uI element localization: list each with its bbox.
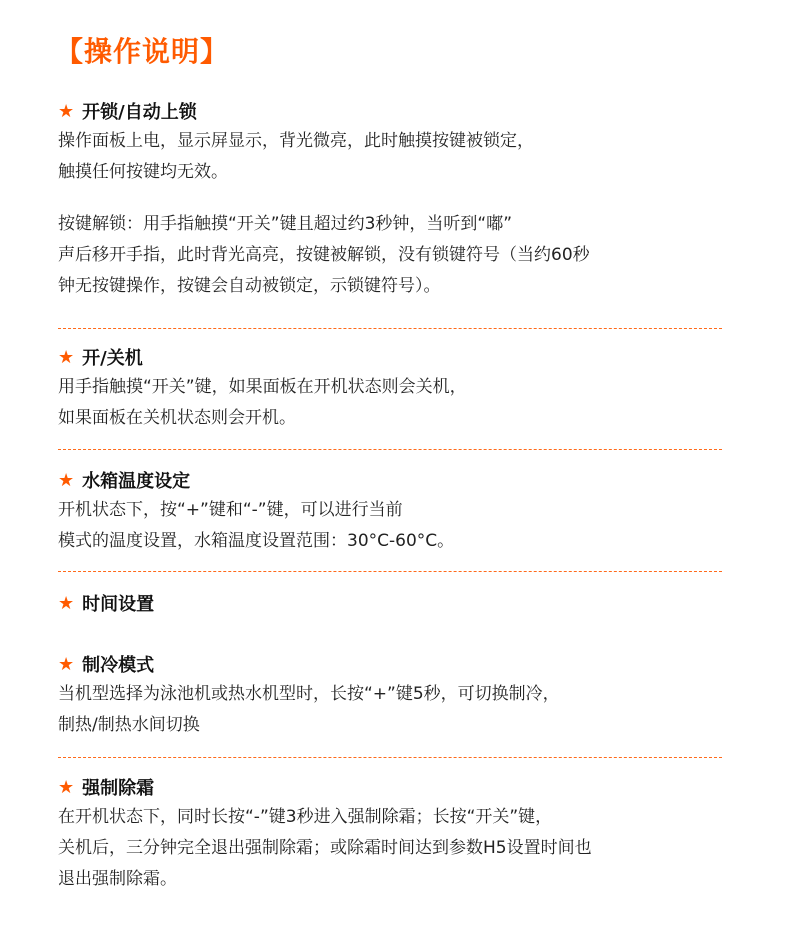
star-icon: ★ bbox=[58, 100, 75, 122]
section-cooling-mode bbox=[58, 649, 738, 741]
section-heading-text: 制冷模式 bbox=[82, 655, 155, 676]
body-line: 模式的温度设置，水箱温度设置范围：30°C-60°C。 bbox=[58, 531, 455, 551]
body-line: 如果面板在关机状态则会开机。 bbox=[58, 408, 296, 428]
dashed-divider bbox=[58, 571, 722, 572]
body-line: 当机型选择为泳池机或热水机型时，长按“+”键5秒，可切换制冷， bbox=[58, 684, 560, 704]
section-body bbox=[58, 372, 738, 434]
body-line: 按键解锁：用手指触摸“开关”键且超过约3秒钟，当听到“嘟” bbox=[58, 214, 513, 234]
section-time-setting bbox=[58, 588, 738, 618]
section-heading-text: 强制除霜 bbox=[82, 778, 155, 799]
body-line: 操作面板上电，显示屏显示，背光微亮，此时触摸按键被锁定， bbox=[58, 131, 534, 151]
body-line: 退出强制除霜。 bbox=[58, 869, 177, 889]
section-body bbox=[58, 495, 738, 557]
dashed-divider bbox=[58, 449, 722, 450]
section-heading bbox=[58, 96, 738, 126]
body-line: 触摸任何按键均无效。 bbox=[58, 162, 228, 182]
section-heading bbox=[58, 465, 738, 495]
section-forced-defrost bbox=[58, 772, 738, 895]
section-heading-text: 水箱温度设定 bbox=[82, 471, 191, 492]
star-icon: ★ bbox=[58, 469, 75, 491]
star-icon: ★ bbox=[58, 346, 75, 368]
section-heading bbox=[58, 649, 738, 679]
body-line: 开机状态下，按“+”键和“-”键，可以进行当前 bbox=[58, 500, 403, 520]
page-title: 【操作说明】 bbox=[55, 35, 230, 68]
section-body bbox=[58, 802, 738, 895]
section-body bbox=[58, 679, 738, 741]
section-power-onoff bbox=[58, 342, 738, 434]
section-heading-text: 开/关机 bbox=[82, 348, 143, 369]
section-heading bbox=[58, 588, 738, 618]
section-heading bbox=[58, 772, 738, 802]
section-heading-text: 时间设置 bbox=[82, 594, 155, 615]
section-heading bbox=[58, 342, 738, 372]
section-unlock-autolock bbox=[58, 96, 738, 302]
dashed-divider bbox=[58, 757, 722, 758]
section-body bbox=[58, 126, 738, 302]
section-tank-temperature bbox=[58, 465, 738, 557]
star-icon: ★ bbox=[58, 592, 75, 614]
dashed-divider bbox=[58, 328, 722, 329]
section-heading-text: 开锁/自动上锁 bbox=[82, 102, 197, 123]
body-line: 用手指触摸“开关”键，如果面板在开机状态则会关机， bbox=[58, 377, 467, 397]
body-line: 在开机状态下，同时长按“-”键3秒进入强制除霜；长按“开关”键， bbox=[58, 807, 553, 827]
body-line: 关机后，三分钟完全退出强制除霜；或除霜时间达到参数H5设置时间也 bbox=[58, 838, 592, 858]
body-line: 声后移开手指，此时背光高亮，按键被解锁，没有锁键符号（当约60秒 bbox=[58, 245, 590, 265]
body-line: 钟无按键操作，按键会自动被锁定，示锁键符号）。 bbox=[58, 276, 441, 296]
star-icon: ★ bbox=[58, 653, 75, 675]
star-icon: ★ bbox=[58, 776, 75, 798]
body-line: 制热/制热水间切换 bbox=[58, 715, 200, 735]
